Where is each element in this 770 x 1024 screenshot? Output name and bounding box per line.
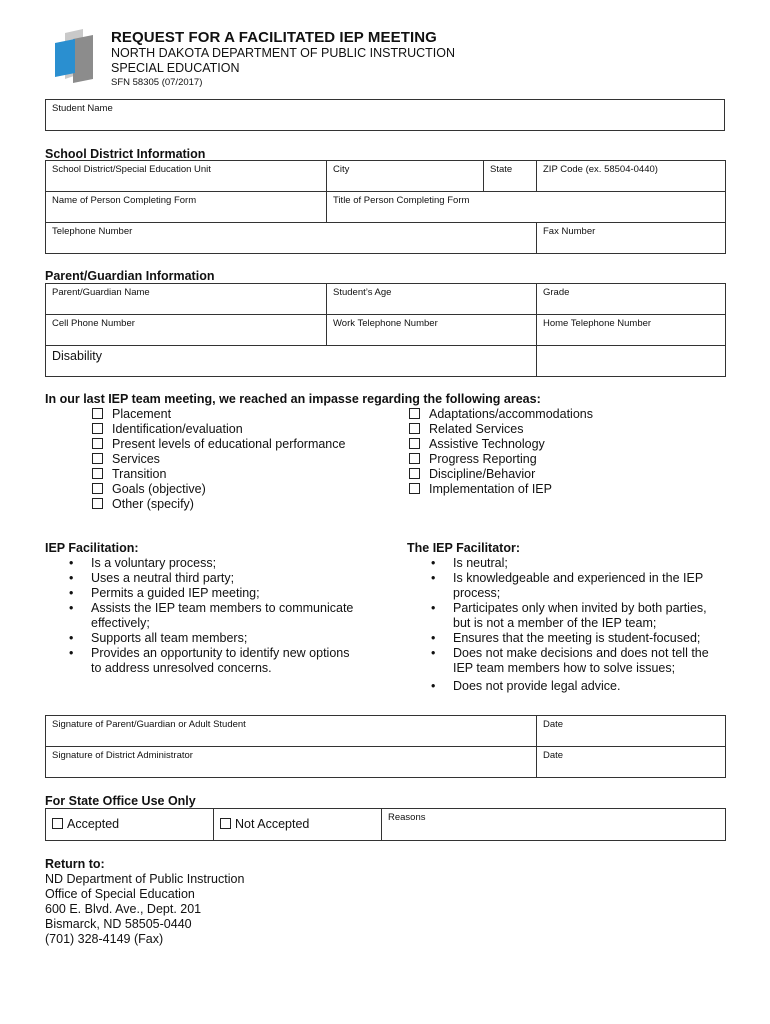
bullet-text: Participates only when invited by both parties, but is not a member of the IEP team; xyxy=(453,601,707,630)
not-accepted-label: Not Accepted xyxy=(235,816,310,831)
bullet-item xyxy=(431,679,721,694)
impasse-option[interactable] xyxy=(92,451,160,466)
iep-facilitator-list xyxy=(431,556,721,694)
impasse-option-label: Present levels of educational performance xyxy=(112,436,346,451)
return-address-line: ND Department of Public Instruction xyxy=(45,872,245,886)
bullet-icon: • xyxy=(431,631,436,645)
bullet-icon: • xyxy=(431,679,436,693)
impasse-option[interactable] xyxy=(92,466,166,481)
accepted-option[interactable] xyxy=(46,809,214,841)
impasse-checkbox[interactable] xyxy=(92,498,103,509)
impasse-option[interactable] xyxy=(409,406,593,421)
person-completing-label: Name of Person Completing Form xyxy=(52,195,197,206)
admin-signature-field[interactable] xyxy=(46,747,537,778)
return-to-block xyxy=(45,857,244,947)
title-completing-label: Title of Person Completing Form xyxy=(333,195,470,206)
home-phone-field[interactable] xyxy=(537,315,726,346)
bullet-icon: • xyxy=(69,586,74,600)
fax-field[interactable] xyxy=(537,223,726,254)
bullet-item xyxy=(69,646,361,676)
parent-name-label: Parent/Guardian Name xyxy=(52,287,150,298)
school-district-table xyxy=(45,160,726,254)
impasse-option-label: Other (specify) xyxy=(112,496,194,511)
work-phone-field[interactable] xyxy=(327,315,537,346)
impasse-checkbox[interactable] xyxy=(409,453,420,464)
impasse-option-label: Services xyxy=(112,451,160,466)
bullet-text: Uses a neutral third party; xyxy=(91,571,235,585)
district-field[interactable] xyxy=(46,161,327,192)
return-address-line: 600 E. Blvd. Ave., Dept. 201 xyxy=(45,902,202,916)
state-office-table xyxy=(45,808,726,841)
bullet-text: Assists the IEP team members to communicate effectively; xyxy=(91,601,354,630)
iep-facilitation-heading: IEP Facilitation: xyxy=(45,541,139,555)
student-age-label: Student’s Age xyxy=(333,287,392,298)
bullet-icon: • xyxy=(431,601,436,615)
impasse-checkbox[interactable] xyxy=(92,408,103,419)
student-age-field[interactable] xyxy=(327,284,537,315)
impasse-checkbox[interactable] xyxy=(409,423,420,434)
city-label: City xyxy=(333,164,350,175)
bullet-item xyxy=(431,556,721,571)
telephone-field[interactable] xyxy=(46,223,537,254)
parent-guardian-heading: Parent/Guardian Information xyxy=(45,269,215,283)
student-name-field[interactable] xyxy=(45,99,725,131)
iep-facilitation-list xyxy=(69,556,361,676)
bullet-icon: • xyxy=(431,646,436,660)
impasse-option-label: Assistive Technology xyxy=(429,436,545,451)
impasse-checkbox[interactable] xyxy=(92,438,103,449)
impasse-option[interactable] xyxy=(92,481,206,496)
impasse-option-label: Transition xyxy=(112,466,167,481)
bullet-item xyxy=(69,586,361,601)
impasse-heading: In our last IEP team meeting, we reached an impasse regarding the following areas: xyxy=(45,392,541,406)
bullet-text: Is neutral; xyxy=(453,556,508,570)
impasse-checkbox[interactable] xyxy=(409,408,420,419)
accepted-checkbox[interactable] xyxy=(52,818,63,829)
impasse-checkbox[interactable] xyxy=(92,483,103,494)
impasse-checkbox[interactable] xyxy=(92,453,103,464)
return-address-line: Bismarck, ND 58505-0440 xyxy=(45,917,192,931)
bullet-item xyxy=(431,601,721,631)
admin-date-label: Date xyxy=(543,750,564,761)
impasse-option[interactable] xyxy=(409,481,552,496)
telephone-label: Telephone Number xyxy=(52,226,133,237)
person-completing-field[interactable] xyxy=(46,192,327,223)
bullet-text: Ensures that the meeting is student-focused; xyxy=(453,631,701,645)
bullet-icon: • xyxy=(431,556,436,570)
home-phone-label: Home Telephone Number xyxy=(543,318,652,329)
district-label: School District/Special Education Unit xyxy=(52,164,211,175)
reasons-field[interactable] xyxy=(382,809,726,841)
parent-signature-field[interactable] xyxy=(46,716,537,747)
bullet-icon: • xyxy=(69,631,74,645)
division-name: SPECIAL EDUCATION xyxy=(111,61,240,75)
bullet-item xyxy=(431,631,721,646)
grade-label: Grade xyxy=(543,287,570,298)
impasse-option[interactable] xyxy=(92,406,171,421)
parent-signature-label: Signature of Parent/Guardian or Adult Student xyxy=(52,719,246,730)
impasse-option-label: Goals (objective) xyxy=(112,481,206,496)
impasse-option[interactable] xyxy=(409,466,535,481)
not-accepted-checkbox[interactable] xyxy=(220,818,231,829)
impasse-option-label: Implementation of IEP xyxy=(429,481,552,496)
parent-date-label: Date xyxy=(543,719,564,730)
impasse-option-label: Identification/evaluation xyxy=(112,421,243,436)
impasse-option[interactable] xyxy=(409,451,537,466)
admin-signature-label: Signature of District Administrator xyxy=(52,750,193,761)
impasse-option-label: Related Services xyxy=(429,421,524,436)
impasse-checkbox[interactable] xyxy=(409,483,420,494)
admin-date-field[interactable] xyxy=(537,747,726,778)
city-field[interactable] xyxy=(327,161,484,192)
impasse-checkbox[interactable] xyxy=(92,423,103,434)
impasse-option[interactable] xyxy=(409,436,545,451)
signature-table xyxy=(45,715,726,778)
impasse-checkbox[interactable] xyxy=(92,468,103,479)
cell-phone-label: Cell Phone Number xyxy=(52,318,135,329)
bullet-item xyxy=(69,571,361,586)
impasse-checkbox[interactable] xyxy=(409,438,420,449)
bullet-icon: • xyxy=(69,601,74,615)
student-name-label: Student Name xyxy=(52,103,113,114)
zip-label: ZIP Code (ex. 58504-0440) xyxy=(543,164,658,175)
bullet-text: Does not provide legal advice. xyxy=(453,679,621,693)
bullet-text: Supports all team members; xyxy=(91,631,248,645)
state-field[interactable] xyxy=(484,161,537,192)
bullet-icon: • xyxy=(431,571,436,585)
department-name: NORTH DAKOTA DEPARTMENT OF PUBLIC INSTRUCTION xyxy=(111,46,456,60)
ndpi-logo-icon xyxy=(53,29,97,83)
bullet-item xyxy=(431,646,721,676)
school-district-heading: School District Information xyxy=(45,147,206,161)
accepted-label: Accepted xyxy=(67,816,120,831)
disability-label: Disability xyxy=(52,349,103,363)
impasse-option[interactable] xyxy=(409,421,524,436)
work-phone-label: Work Telephone Number xyxy=(333,318,438,329)
impasse-option[interactable] xyxy=(92,421,243,436)
bullet-text: Is a voluntary process; xyxy=(91,556,217,570)
bullet-text: Permits a guided IEP meeting; xyxy=(91,586,260,600)
bullet-icon: • xyxy=(69,646,74,660)
bullet-item xyxy=(69,601,361,631)
bullet-text: Does not make decisions and does not tell the IEP team members how to solve issues; xyxy=(453,646,709,675)
return-address-line: (701) 328-4149 (Fax) xyxy=(45,932,164,946)
parent-date-field[interactable] xyxy=(537,716,726,747)
state-label: State xyxy=(490,164,513,175)
disability-extra-field[interactable] xyxy=(537,346,726,377)
impasse-option-label: Progress Reporting xyxy=(429,451,537,466)
impasse-option[interactable] xyxy=(92,496,194,511)
iep-facilitator-heading: The IEP Facilitator: xyxy=(407,541,520,555)
title-completing-field[interactable] xyxy=(327,192,726,223)
zip-field[interactable] xyxy=(537,161,726,192)
impasse-checkbox[interactable] xyxy=(409,468,420,479)
bullet-text: Is knowledgeable and experienced in the IEP process; xyxy=(453,571,703,600)
bullet-icon: • xyxy=(69,571,74,585)
bullet-icon: • xyxy=(69,556,74,570)
reasons-label: Reasons xyxy=(388,812,426,823)
form-id: SFN 58305 (07/2017) xyxy=(111,77,203,88)
disability-field[interactable] xyxy=(46,346,537,377)
form-title: REQUEST FOR A FACILITATED IEP MEETING xyxy=(111,29,437,46)
impasse-option[interactable] xyxy=(92,436,345,451)
impasse-option-label: Adaptations/accommodations xyxy=(429,406,593,421)
bullet-text: Provides an opportunity to identify new options to address unresolved concerns. xyxy=(91,646,350,675)
parent-name-field[interactable] xyxy=(46,284,327,315)
impasse-option-label: Discipline/Behavior xyxy=(429,466,536,481)
grade-field[interactable] xyxy=(537,284,726,315)
return-to-heading: Return to: xyxy=(45,857,105,871)
cell-phone-field[interactable] xyxy=(46,315,327,346)
not-accepted-option[interactable] xyxy=(214,809,382,841)
bullet-item xyxy=(69,556,361,571)
fax-label: Fax Number xyxy=(543,226,596,237)
impasse-option-label: Placement xyxy=(112,406,172,421)
bullet-item xyxy=(431,571,721,601)
return-address xyxy=(45,872,244,947)
return-address-line: Office of Special Education xyxy=(45,887,195,901)
state-office-heading: For State Office Use Only xyxy=(45,794,196,808)
parent-guardian-table xyxy=(45,283,726,377)
bullet-item xyxy=(69,631,361,646)
